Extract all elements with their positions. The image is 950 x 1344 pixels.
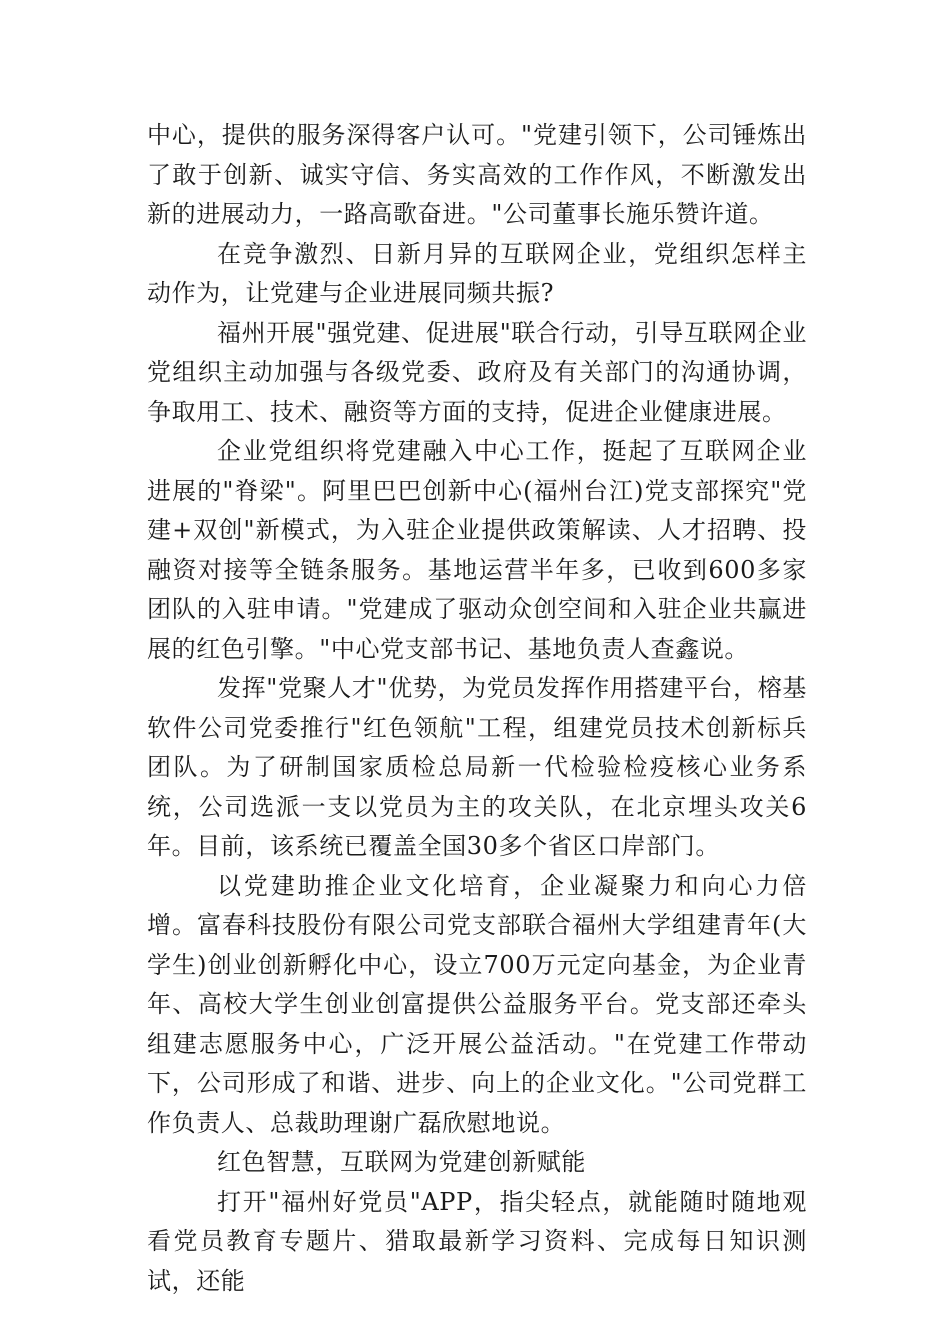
- paragraph-6: 以党建助推企业文化培育，企业凝聚力和向心力倍增。富春科技股份有限公司党支部联合福州大学组建青年(大学生)创业创新孵化中心，设立700万元定向基金，为企业青年、高校大学生创业创富提供公益服务平台。党支部还牵头组建志愿服务中心，广泛开展公益活动。"在党建工作带动下，公司形成了和谐、进步、向上的企业文化。"公司党群工作负责人、总裁助理谢广磊欣慰地说。: [147, 871, 807, 1137]
- paragraph-1: 中心，提供的服务深得客户认可。"党建引领下，公司锤炼出了敢于创新、诚实守信、务实高效的工作作风，不断激发出新的进展动力，一路高歌奋进。"公司董事长施乐赞许道。: [147, 121, 807, 228]
- paragraph-5: 发挥"党聚人才"优势，为党员发挥作用搭建平台，榕基软件公司党委推行"红色领航"工程，组建党员技术创新标兵团队。为了研制国家质检总局新一代检验检疫核心业务系统，公司选派一支以党员为主的攻关队，在北京埋头攻关6年。目前，该系统已覆盖全国30多个省区口岸部门。: [147, 674, 807, 860]
- paragraph-8: 打开"福州好党员"APP，指尖轻点，就能随时随地观看党员教育专题片、猎取最新学习资料、完成每日知识测试，还能: [147, 1187, 807, 1295]
- document-body: [147, 116, 807, 1301]
- paragraph-4: 企业党组织将党建融入中心工作，挺起了互联网企业进展的"脊梁"。阿里巴巴创新中心(福州台江)党支部探究"党建+双创"新模式，为入驻企业提供政策解读、人才招聘、投融资对接等全链条服务。基地运营半年多，已收到600多家团队的入驻申请。"党建成了驱动众创空间和入驻企业共赢进展的红色引擎。"中心党支部书记、基地负责人查鑫说。: [147, 437, 807, 663]
- section-heading: 红色智慧，互联网为党建创新赋能: [217, 1148, 586, 1176]
- paragraph-2: 在竞争激烈、日新月异的互联网企业，党组织怎样主动作为，让党建与企业进展同频共振?: [147, 239, 807, 307]
- paragraph-3: 福州开展"强党建、促进展"联合行动，引导互联网企业党组织主动加强与各级党委、政府及有关部门的沟通协调，争取用工、技术、融资等方面的支持，促进企业健康进展。: [147, 318, 807, 426]
